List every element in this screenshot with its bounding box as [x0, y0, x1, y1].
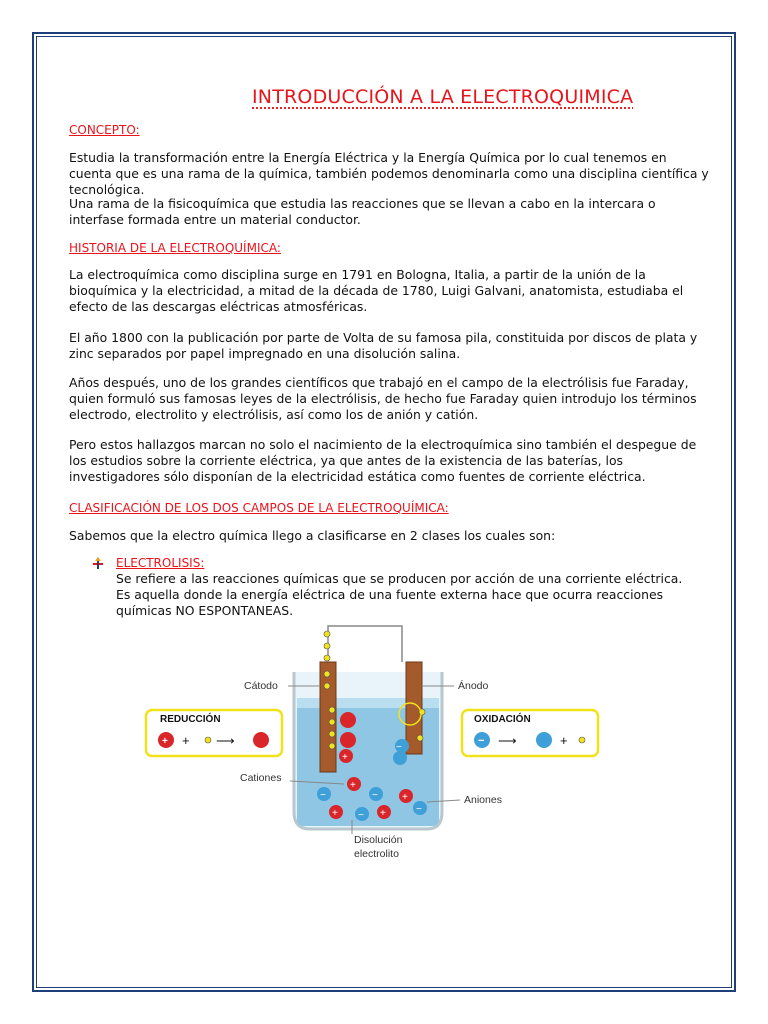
electrolisis-line-2: Es aquella donde la energía eléctrica de una fuente externa hace que ocurra reacciones químicas NO ESPONTANEAS.	[116, 587, 664, 618]
label-disolucion: Disolución	[354, 834, 403, 846]
svg-text:+: +	[182, 733, 190, 748]
svg-text:+: +	[162, 736, 168, 747]
concepto-paragraph-1: Estudia la transformación entre la Energía Eléctrica y la Energía Química por lo cual tenemos en cuenta que es una rama de la química, también podemos denominarla como una disciplina científica y tecnológica.	[69, 150, 709, 197]
historia-paragraph-4: Pero estos hallazgos marcan no solo el nacimiento de la electroquímica sino también el despegue de los estudios sobre la corriente eléctrica, ya que antes de la existencia de las baterías, los investigadores sólo disponían de la electricidad estática como fuentes de corriente eléctrica.	[69, 437, 697, 484]
svg-text:+: +	[380, 808, 386, 819]
cathode-electrode	[320, 662, 336, 772]
electrolysis-diagram	[140, 624, 610, 868]
svg-text:+: +	[402, 792, 408, 803]
clasificacion-heading: CLASIFICACIÓN DE LOS DOS CAMPOS DE LA ELECTROQUÍMICA:	[69, 501, 449, 515]
svg-text:−: −	[358, 810, 364, 821]
historia-paragraph-2: El año 1800 con la publicación por parte de Volta de su famosa pila, constituida por discos de plata y zinc separados por papel impregnado en una disolución salina.	[69, 330, 698, 361]
svg-text:⟶: ⟶	[498, 733, 517, 748]
electrolisis-heading: ELECTROLISIS:	[116, 556, 205, 570]
svg-text:−: −	[396, 742, 402, 753]
svg-text:+: +	[350, 780, 356, 791]
document-title: INTRODUCCIÓN A LA ELECTROQUIMICA	[252, 86, 634, 108]
bullet-arrow-icon	[92, 557, 104, 569]
reduccion-atom-icon	[253, 732, 269, 748]
oxidacion-atom-icon	[536, 732, 552, 748]
oxidacion-box	[462, 710, 598, 756]
label-oxidacion: OXIDACIÓN	[474, 714, 531, 725]
label-reduccion: REDUCCIÓN	[160, 714, 221, 725]
svg-text:−: −	[372, 790, 378, 801]
label-anodo: Ánodo	[458, 680, 489, 692]
historia-paragraph-1: La electroquímica como disciplina surge en 1791 en Bologna, Italia, a partir de la unión de la bioquímica y la electricidad, a mitad de la década de 1780, Luigi Galvani, anatomista, estudiaba el efecto de las descargas eléctricas atmosféricas.	[69, 267, 684, 314]
label-electrolito: electrolito	[354, 848, 399, 860]
historia-paragraph-3: Años después, uno de los grandes científicos que trabajó en el campo de la electrólisis fue Faraday, quien formuló sus famosas leyes de la electrólisis, de hecho fue Faraday quien introdujo los términos electrodo, electrolito y electrólisis, así como los de anión y catión.	[69, 375, 697, 422]
label-catodo: Cátodo	[244, 680, 278, 692]
svg-text:−: −	[320, 790, 326, 801]
clasificacion-paragraph: Sabemos que la electro química llego a clasificarse en 2 clases los cuales son:	[69, 528, 556, 543]
svg-text:−: −	[416, 804, 422, 815]
svg-text:+: +	[332, 808, 338, 819]
svg-text:+: +	[342, 752, 348, 763]
electrolisis-line-1: Se refiere a las reacciones químicas que se producen por acción de una corriente eléctrica.	[116, 571, 683, 586]
reduccion-box	[146, 710, 282, 756]
label-cationes: Cationes	[240, 772, 282, 784]
svg-text:−: −	[478, 735, 485, 747]
concepto-heading: CONCEPTO:	[69, 123, 140, 137]
svg-text:⟶: ⟶	[216, 733, 235, 748]
label-aniones: Aniones	[464, 794, 502, 806]
wire-circuit	[328, 626, 402, 632]
svg-text:+: +	[560, 733, 568, 748]
historia-heading: HISTORIA DE LA ELECTROQUÍMICA:	[69, 241, 281, 255]
concepto-paragraph-2: Una rama de la fisicoquímica que estudia las reacciones que se llevan a cabo en la intercara o interfase formada entre un material conductor.	[69, 196, 656, 227]
